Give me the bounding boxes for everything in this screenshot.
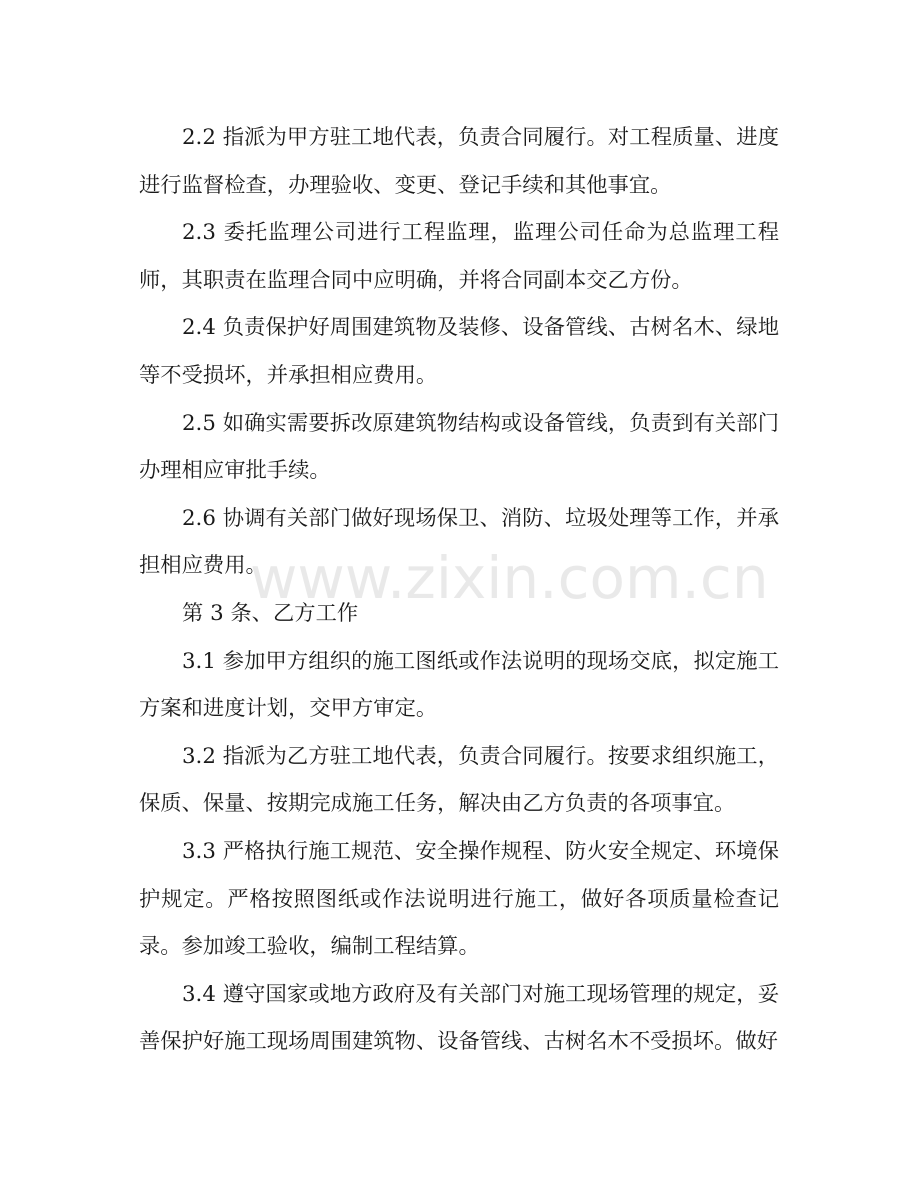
paragraph-line: 保质、保量、按期完成施工任务，解决由乙方负责的各项事宜。 bbox=[139, 791, 736, 817]
paragraph-line: 2.4 负责保护好周围建筑物及装修、设备管线、古树名木、绿地 bbox=[182, 315, 779, 341]
paragraph-line: 方案和进度计划，交甲方审定。 bbox=[139, 696, 438, 722]
paragraph-line: 3.3 严格执行施工规范、安全操作规程、防火安全规定、环境保 bbox=[182, 838, 779, 864]
paragraph-2-2 bbox=[139, 114, 779, 209]
section-heading-article-3 bbox=[139, 590, 779, 638]
paragraph-line: 办理相应审批手续。 bbox=[139, 458, 331, 484]
paragraph-3-4 bbox=[139, 971, 779, 1066]
paragraph-2-5 bbox=[139, 400, 779, 495]
paragraph-line: 2.6 协调有关部门做好现场保卫、消防、垃圾处理等工作，并承 bbox=[182, 505, 779, 531]
paragraph-line: 2.2 指派为甲方驻工地代表，负责合同履行。对工程质量、进度 bbox=[182, 125, 779, 150]
heading-text: 第 3 条、乙方工作 bbox=[182, 600, 359, 626]
paragraph-line: 录。参加竣工验收，编制工程结算。 bbox=[139, 934, 480, 960]
paragraph-3-3 bbox=[139, 828, 779, 971]
paragraph-line: 进行监督检查，办理验收、变更、登记手续和其他事宜。 bbox=[139, 172, 672, 198]
paragraph-line: 善保护好施工现场周围建筑物、设备管线、古树名木不受损坏。做好 bbox=[139, 1029, 778, 1055]
paragraph-line: 护规定。严格按照图纸或作法说明进行施工，做好各项质量检查记 bbox=[139, 886, 779, 912]
paragraph-line: 等不受损坏，并承担相应费用。 bbox=[139, 362, 438, 388]
paragraph-line: 3.2 指派为乙方驻工地代表，负责合同履行。按要求组织施工， bbox=[182, 743, 779, 769]
paragraph-line: 2.5 如确实需要拆改原建筑物结构或设备管线，负责到有关部门 bbox=[182, 410, 779, 436]
paragraph-line: 2.3 委托监理公司进行工程监理，监理公司任命为总监理工程 bbox=[182, 220, 779, 246]
paragraph-3-2 bbox=[139, 733, 779, 828]
document-body bbox=[139, 114, 779, 1066]
paragraph-3-1 bbox=[139, 638, 779, 733]
paragraph-2-3 bbox=[139, 209, 779, 304]
paragraph-2-6 bbox=[139, 495, 779, 590]
watermark: www.zixin.com.cn bbox=[250, 544, 769, 612]
paragraph-line: 师，其职责在监理合同中应明确，并将合同副本交乙方份。 bbox=[139, 267, 693, 293]
paragraph-line: 3.1 参加甲方组织的施工图纸或作法说明的现场交底，拟定施工 bbox=[182, 648, 779, 674]
paragraph-2-4 bbox=[139, 304, 779, 399]
paragraph-line: 3.4 遵守国家或地方政府及有关部门对施工现场管理的规定，妥 bbox=[182, 981, 779, 1007]
paragraph-line: 担相应费用。 bbox=[139, 553, 267, 579]
